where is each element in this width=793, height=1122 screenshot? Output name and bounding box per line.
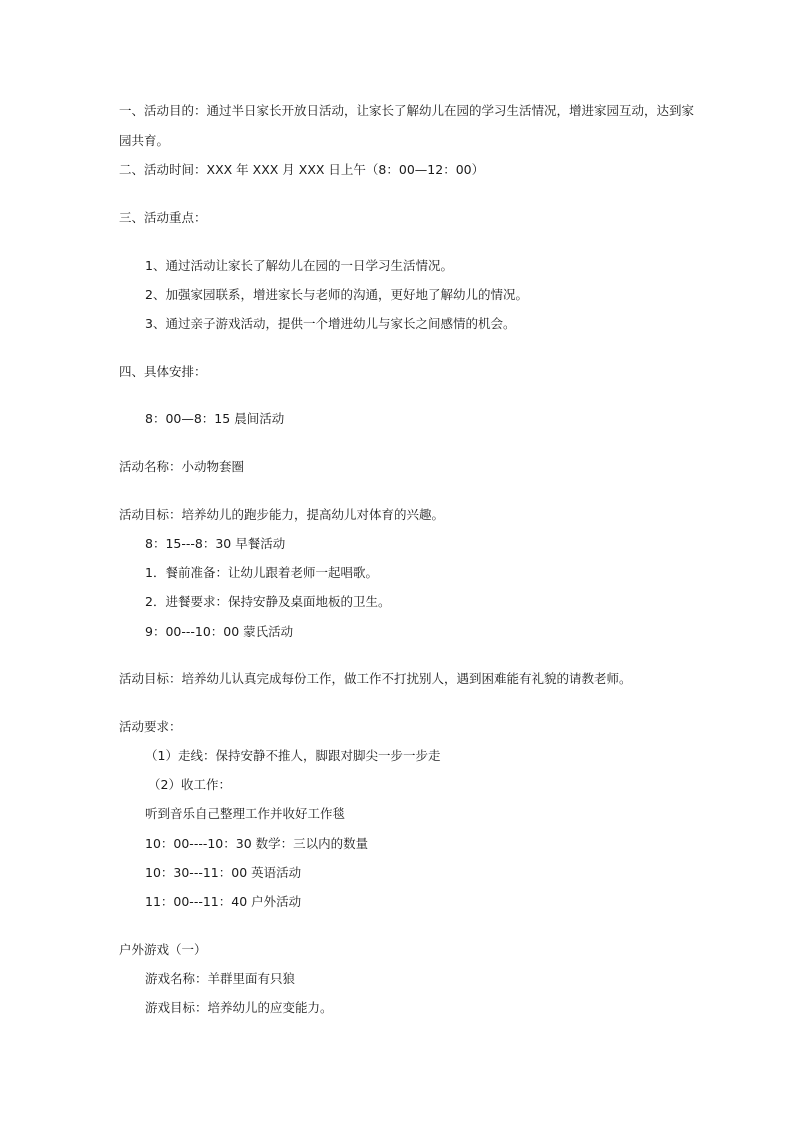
- montessori-goal: 活动目标：培养幼儿认真完成每份工作，做工作不打扰别人，遇到困难能有礼貌的请教老师。: [119, 671, 632, 686]
- schedule-montessori: 9：00---10：00 蒙氏活动: [145, 624, 294, 639]
- schedule-heading: 四、具体安排：: [119, 364, 207, 379]
- game-name: 游戏名称：羊群里面有只狼: [145, 971, 296, 986]
- game-goal: 游戏目标：培养幼儿的应变能力。: [145, 1000, 333, 1015]
- focus-item-1: 1、通过活动让家长了解幼儿在园的一日学习生活情况。: [145, 258, 453, 273]
- schedule-morning: 8：00—8：15 晨间活动: [145, 411, 285, 426]
- activity-name: 活动名称：小动物套圈: [119, 459, 245, 474]
- activity-goal: 活动目标：培养幼儿的跑步能力，提高幼儿对体育的兴趣。: [119, 507, 445, 522]
- requirement-1: （1）走线：保持安静不推人，脚跟对脚尖一步一步走: [145, 748, 441, 763]
- breakfast-item-2: 2．进餐要求：保持安静及桌面地板的卫生。: [145, 594, 391, 609]
- purpose-line-1: 一、活动目的：通过半日家长开放日活动，让家长了解幼儿在园的学习生活情况，增进家园互动，达到家: [119, 103, 695, 118]
- requirement-2: （2）收工作：: [148, 777, 231, 792]
- focus-item-2: 2、加强家园联系，增进家长与老师的沟通，更好地了解幼儿的情况。: [145, 287, 528, 302]
- requirements-heading: 活动要求：: [119, 719, 182, 734]
- focus-item-3: 3、通过亲子游戏活动，提供一个增进幼儿与家长之间感情的机会。: [145, 316, 516, 331]
- activity-time: 二、活动时间：XXX 年 XXX 月 XXX 日上午（8：00—12：00）: [119, 162, 485, 177]
- schedule-outdoor: 11：00---11：40 户外活动: [145, 894, 302, 909]
- schedule-math: 10：00----10：30 数学：三以内的数量: [145, 836, 369, 851]
- purpose-line-2: 园共育。: [119, 133, 170, 148]
- outdoor-game-heading: 户外游戏（一）: [119, 942, 207, 957]
- breakfast-item-1: 1．餐前准备：让幼儿跟着老师一起唱歌。: [145, 565, 378, 580]
- schedule-breakfast: 8：15---8：30 早餐活动: [145, 536, 286, 551]
- requirement-2-detail: 听到音乐自己整理工作并收好工作毯: [145, 806, 346, 821]
- focus-heading: 三、活动重点：: [119, 210, 207, 225]
- schedule-english: 10：30---11：00 英语活动: [145, 865, 302, 880]
